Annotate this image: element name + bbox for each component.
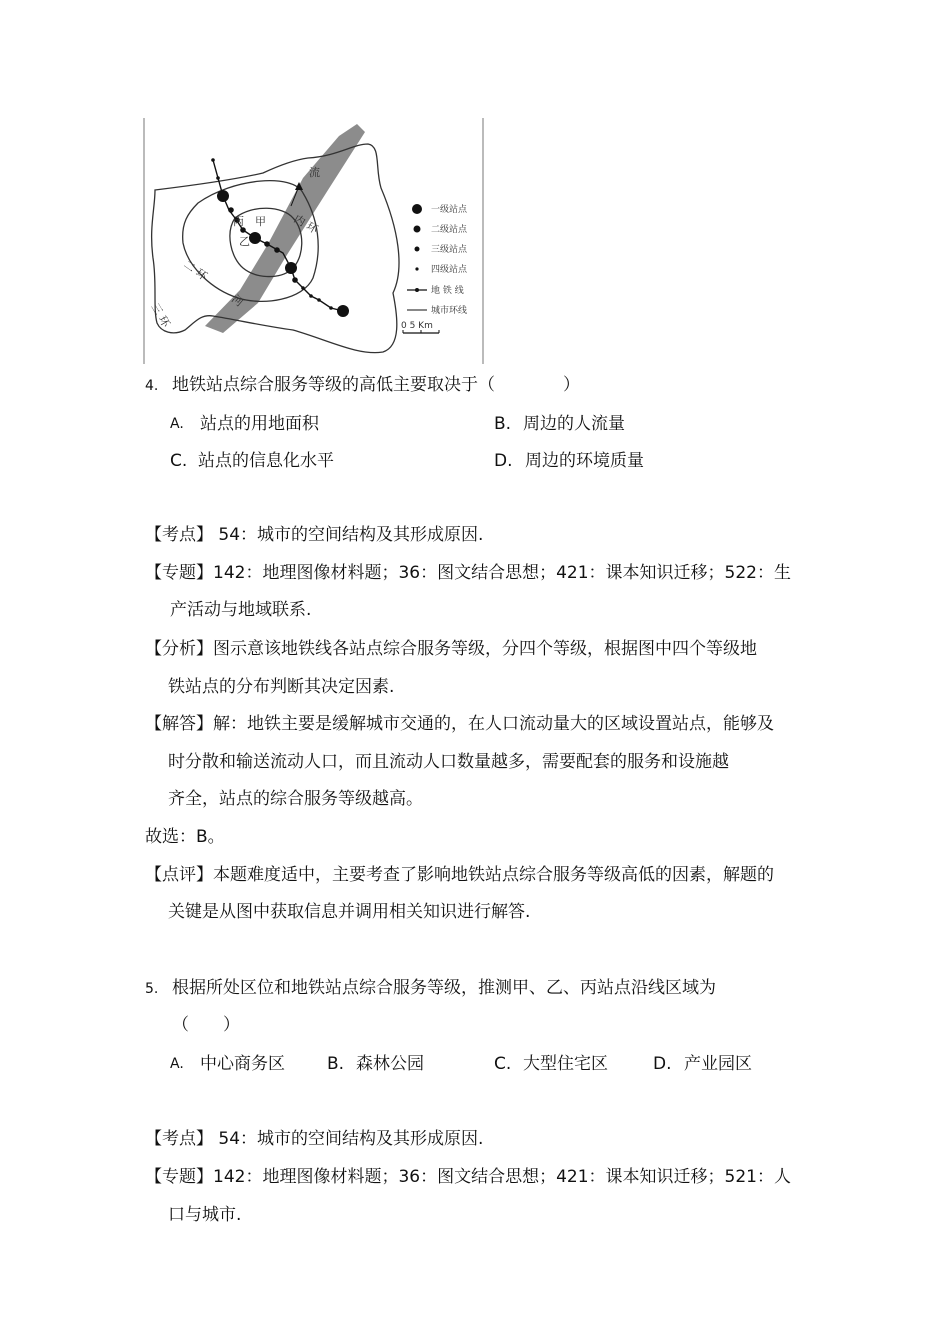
option-text: 周边的人流量 (523, 414, 625, 434)
option-letter: B. (494, 414, 512, 434)
legend-label: 一级站点 (431, 205, 468, 215)
station-level-3 (240, 227, 246, 233)
inner-ring-label: 内 环 (291, 212, 321, 237)
station-level-4 (301, 286, 305, 290)
station-level-4 (309, 294, 313, 298)
question-5-stem: 根据所处区位和地铁站点综合服务等级，推测甲、乙、丙站点沿线区域为 (172, 978, 716, 998)
question-5-paren: （ ） (172, 1015, 240, 1035)
option-letter: C. (494, 1054, 512, 1074)
legend-label: 三级站点 (431, 245, 468, 255)
option-letter: C. (170, 451, 188, 471)
question-5-number: 5. (145, 981, 159, 997)
question-4-stem: 地铁站点综合服务等级的高低主要取决于（ ） (172, 375, 580, 395)
option-text: 站点的信息化水平 (198, 451, 334, 471)
answer-line: 故选：B。 (145, 827, 225, 847)
option-text: 森林公园 (356, 1054, 424, 1074)
legend-level-1-icon (412, 204, 422, 214)
legend-label: 二级站点 (431, 225, 468, 235)
option-text: 周边的环境质量 (525, 451, 644, 471)
subway-map-figure (143, 118, 485, 364)
station-level-3 (264, 241, 270, 247)
second-ring-label: 二 环 (181, 257, 210, 284)
station-label-jia: 甲 (255, 215, 266, 228)
option-letter: D. (653, 1054, 672, 1074)
station-level-3 (228, 207, 234, 213)
option-letter: D. (494, 451, 513, 471)
scale-label: 0 5 Km (401, 321, 433, 331)
legend-label: 四级站点 (431, 265, 468, 275)
river-label-bottom: 河 (229, 292, 246, 310)
kaodian-line: 【考点】 54：城市的空间结构及其形成原因. (145, 1129, 484, 1149)
station-level-3 (292, 277, 298, 283)
legend-label: 城市环线 (431, 306, 468, 316)
station-level-3 (274, 247, 280, 253)
third-ring-label: 三 环 (148, 301, 173, 330)
station-level-1 (285, 262, 297, 274)
option-text: 产业园区 (684, 1054, 752, 1074)
jieda-line-cont: 齐全，站点的综合服务等级越高。 (168, 789, 423, 809)
option-letter: A. (170, 1056, 184, 1072)
station-level-1 (337, 305, 349, 317)
option-text: 站点的用地面积 (200, 414, 319, 434)
option-text: 中心商务区 (200, 1054, 285, 1074)
fenxi-line: 【分析】图示意该地铁线各站点综合服务等级，分四个等级，根据图中四个等级地 (145, 639, 757, 659)
dianping-line: 【点评】本题难度适中，主要考查了影响地铁站点综合服务等级高低的因素，解题的 (145, 865, 774, 885)
station-label-bing: 丙 (233, 215, 244, 228)
jieda-line-cont: 时分散和输送流动人口，而且流动人口数量越多，需要配套的服务和设施越 (168, 752, 729, 772)
legend-level-4-icon (415, 267, 418, 270)
fenxi-line-cont: 铁站点的分布判断其决定因素. (168, 677, 395, 697)
legend-level-3-icon (415, 247, 420, 252)
river-label: 流 (309, 166, 320, 179)
legend-label: 地 铁 线 (431, 286, 464, 296)
map-legend (401, 203, 468, 333)
zhuanti-line: 【专题】142：地理图像材料题；36：图文结合思想；421：课本知识迁移；522：生 (145, 563, 791, 583)
zhuanti-line: 【专题】142：地理图像材料题；36：图文结合思想；421：课本知识迁移；521：人 (145, 1167, 791, 1187)
option-letter: A. (170, 416, 184, 432)
station-level-4 (211, 158, 215, 162)
legend-level-2-icon (414, 226, 421, 233)
station-level-1 (249, 232, 261, 244)
station-level-1 (217, 190, 229, 202)
option-letter: B. (327, 1054, 345, 1074)
station-level-4 (317, 298, 321, 302)
station-label-yi: 乙 (239, 235, 250, 248)
station-level-4 (216, 176, 220, 180)
question-4-number: 4. (145, 378, 159, 394)
station-level-4 (329, 306, 333, 310)
jieda-line: 【解答】解：地铁主要是缓解城市交通的，在人口流动量大的区域设置站点，能够及 (145, 714, 774, 734)
kaodian-line: 【考点】 54：城市的空间结构及其形成原因. (145, 525, 484, 545)
zhuanti-line-cont: 产活动与地域联系. (170, 600, 312, 620)
zhuanti-line-cont: 口与城市. (168, 1205, 242, 1225)
dianping-line-cont: 关键是从图中获取信息并调用相关知识进行解答. (168, 902, 531, 922)
legend-subway-dot-icon (415, 288, 419, 292)
option-text: 大型住宅区 (523, 1054, 608, 1074)
